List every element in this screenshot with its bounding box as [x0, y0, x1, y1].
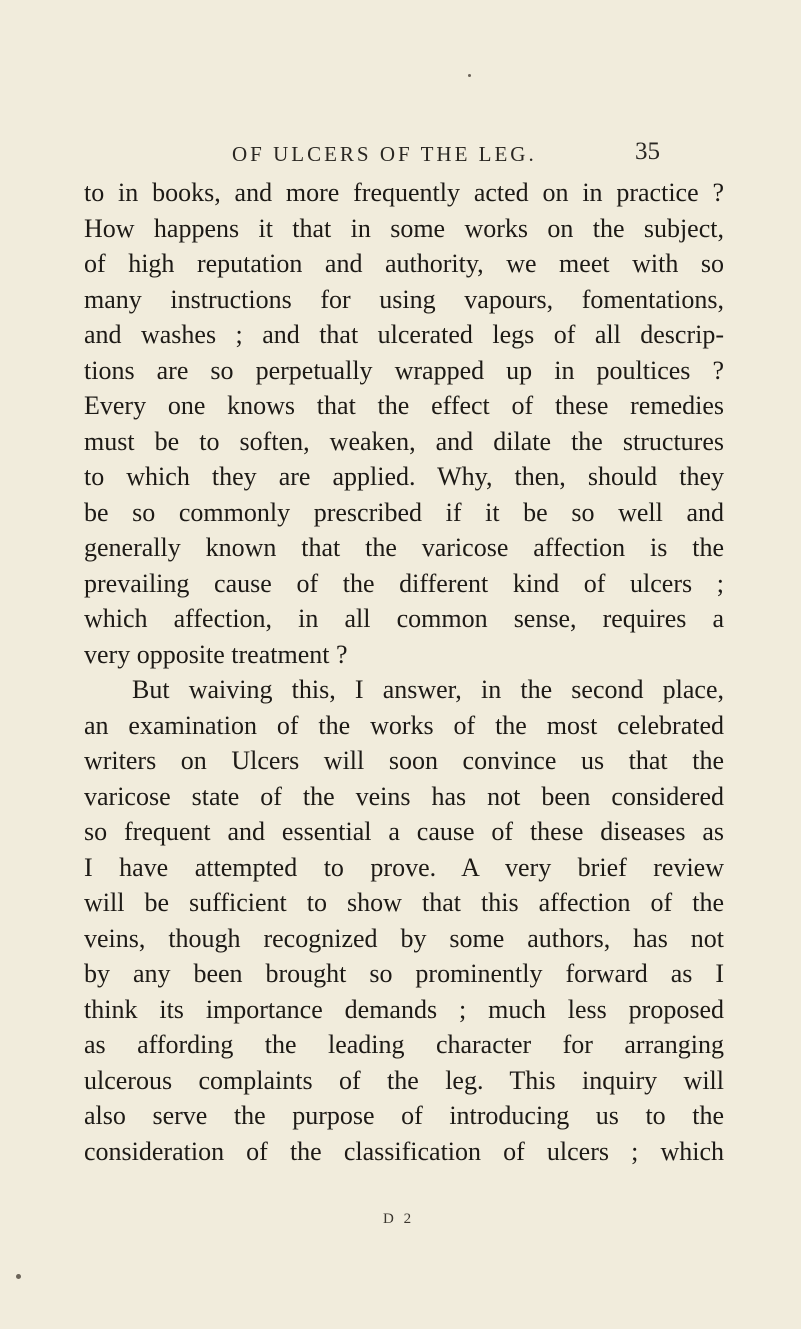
text-line: I have attempted to prove. A very brief review	[84, 852, 724, 882]
text-line: must be to soften, weaken, and dilate the structures	[84, 426, 724, 456]
text-line: by any been brought so prominently forward as I	[84, 959, 724, 988]
paragraph-end-line: very opposite treatment ?	[84, 639, 348, 669]
body-text	[84, 175, 724, 1169]
text-line: to in books, and more frequently acted on in practice ?	[84, 178, 724, 207]
page-number: 35	[635, 138, 660, 165]
text-line: as affording the leading character for arranging	[84, 1030, 724, 1059]
signature-mark: D 2	[383, 1211, 415, 1227]
text-line: consideration of the classification of ulcers ; which	[84, 1136, 724, 1166]
paper-speck	[16, 1274, 21, 1279]
text-line: veins, though recognized by some authors, has not	[84, 923, 724, 953]
text-line: an examination of the works of the most celebrated	[84, 710, 724, 740]
text-line: to which they are applied. Why, then, should they	[84, 462, 724, 491]
text-line: be so commonly prescribed if it be so well and	[84, 497, 724, 527]
running-title: OF ULCERS OF THE LEG.	[232, 142, 537, 166]
text-line: think its importance demands ; much less proposed	[84, 994, 724, 1024]
paper-speck	[468, 74, 471, 77]
text-line: tions are so perpetually wrapped up in poultices ?	[84, 355, 724, 385]
text-line: also serve the purpose of introducing us to the	[84, 1101, 724, 1130]
text-line: many instructions for using vapours, fomentations,	[84, 284, 724, 314]
paragraph-start-line: But waiving this, I answer, in the second place,	[132, 675, 724, 704]
text-line: Every one knows that the effect of these remedies	[84, 391, 724, 420]
text-line: of high reputation and authority, we meet with so	[84, 249, 724, 278]
text-line: writers on Ulcers will soon convince us that the	[84, 746, 724, 775]
text-line: prevailing cause of the different kind of ulcers ;	[84, 568, 724, 598]
text-line: will be sufficient to show that this affection of the	[84, 888, 724, 917]
text-line: and washes ; and that ulcerated legs of all descrip-	[84, 320, 724, 349]
text-line: which affection, in all common sense, requires a	[84, 604, 724, 633]
text-line: so frequent and essential a cause of these diseases as	[84, 817, 724, 846]
text-line: generally known that the varicose affection is the	[84, 533, 724, 562]
text-line: ulcerous complaints of the leg. This inquiry will	[84, 1065, 724, 1095]
text-line: How happens it that in some works on the subject,	[84, 213, 724, 243]
text-line: varicose state of the veins has not been considered	[84, 781, 724, 811]
